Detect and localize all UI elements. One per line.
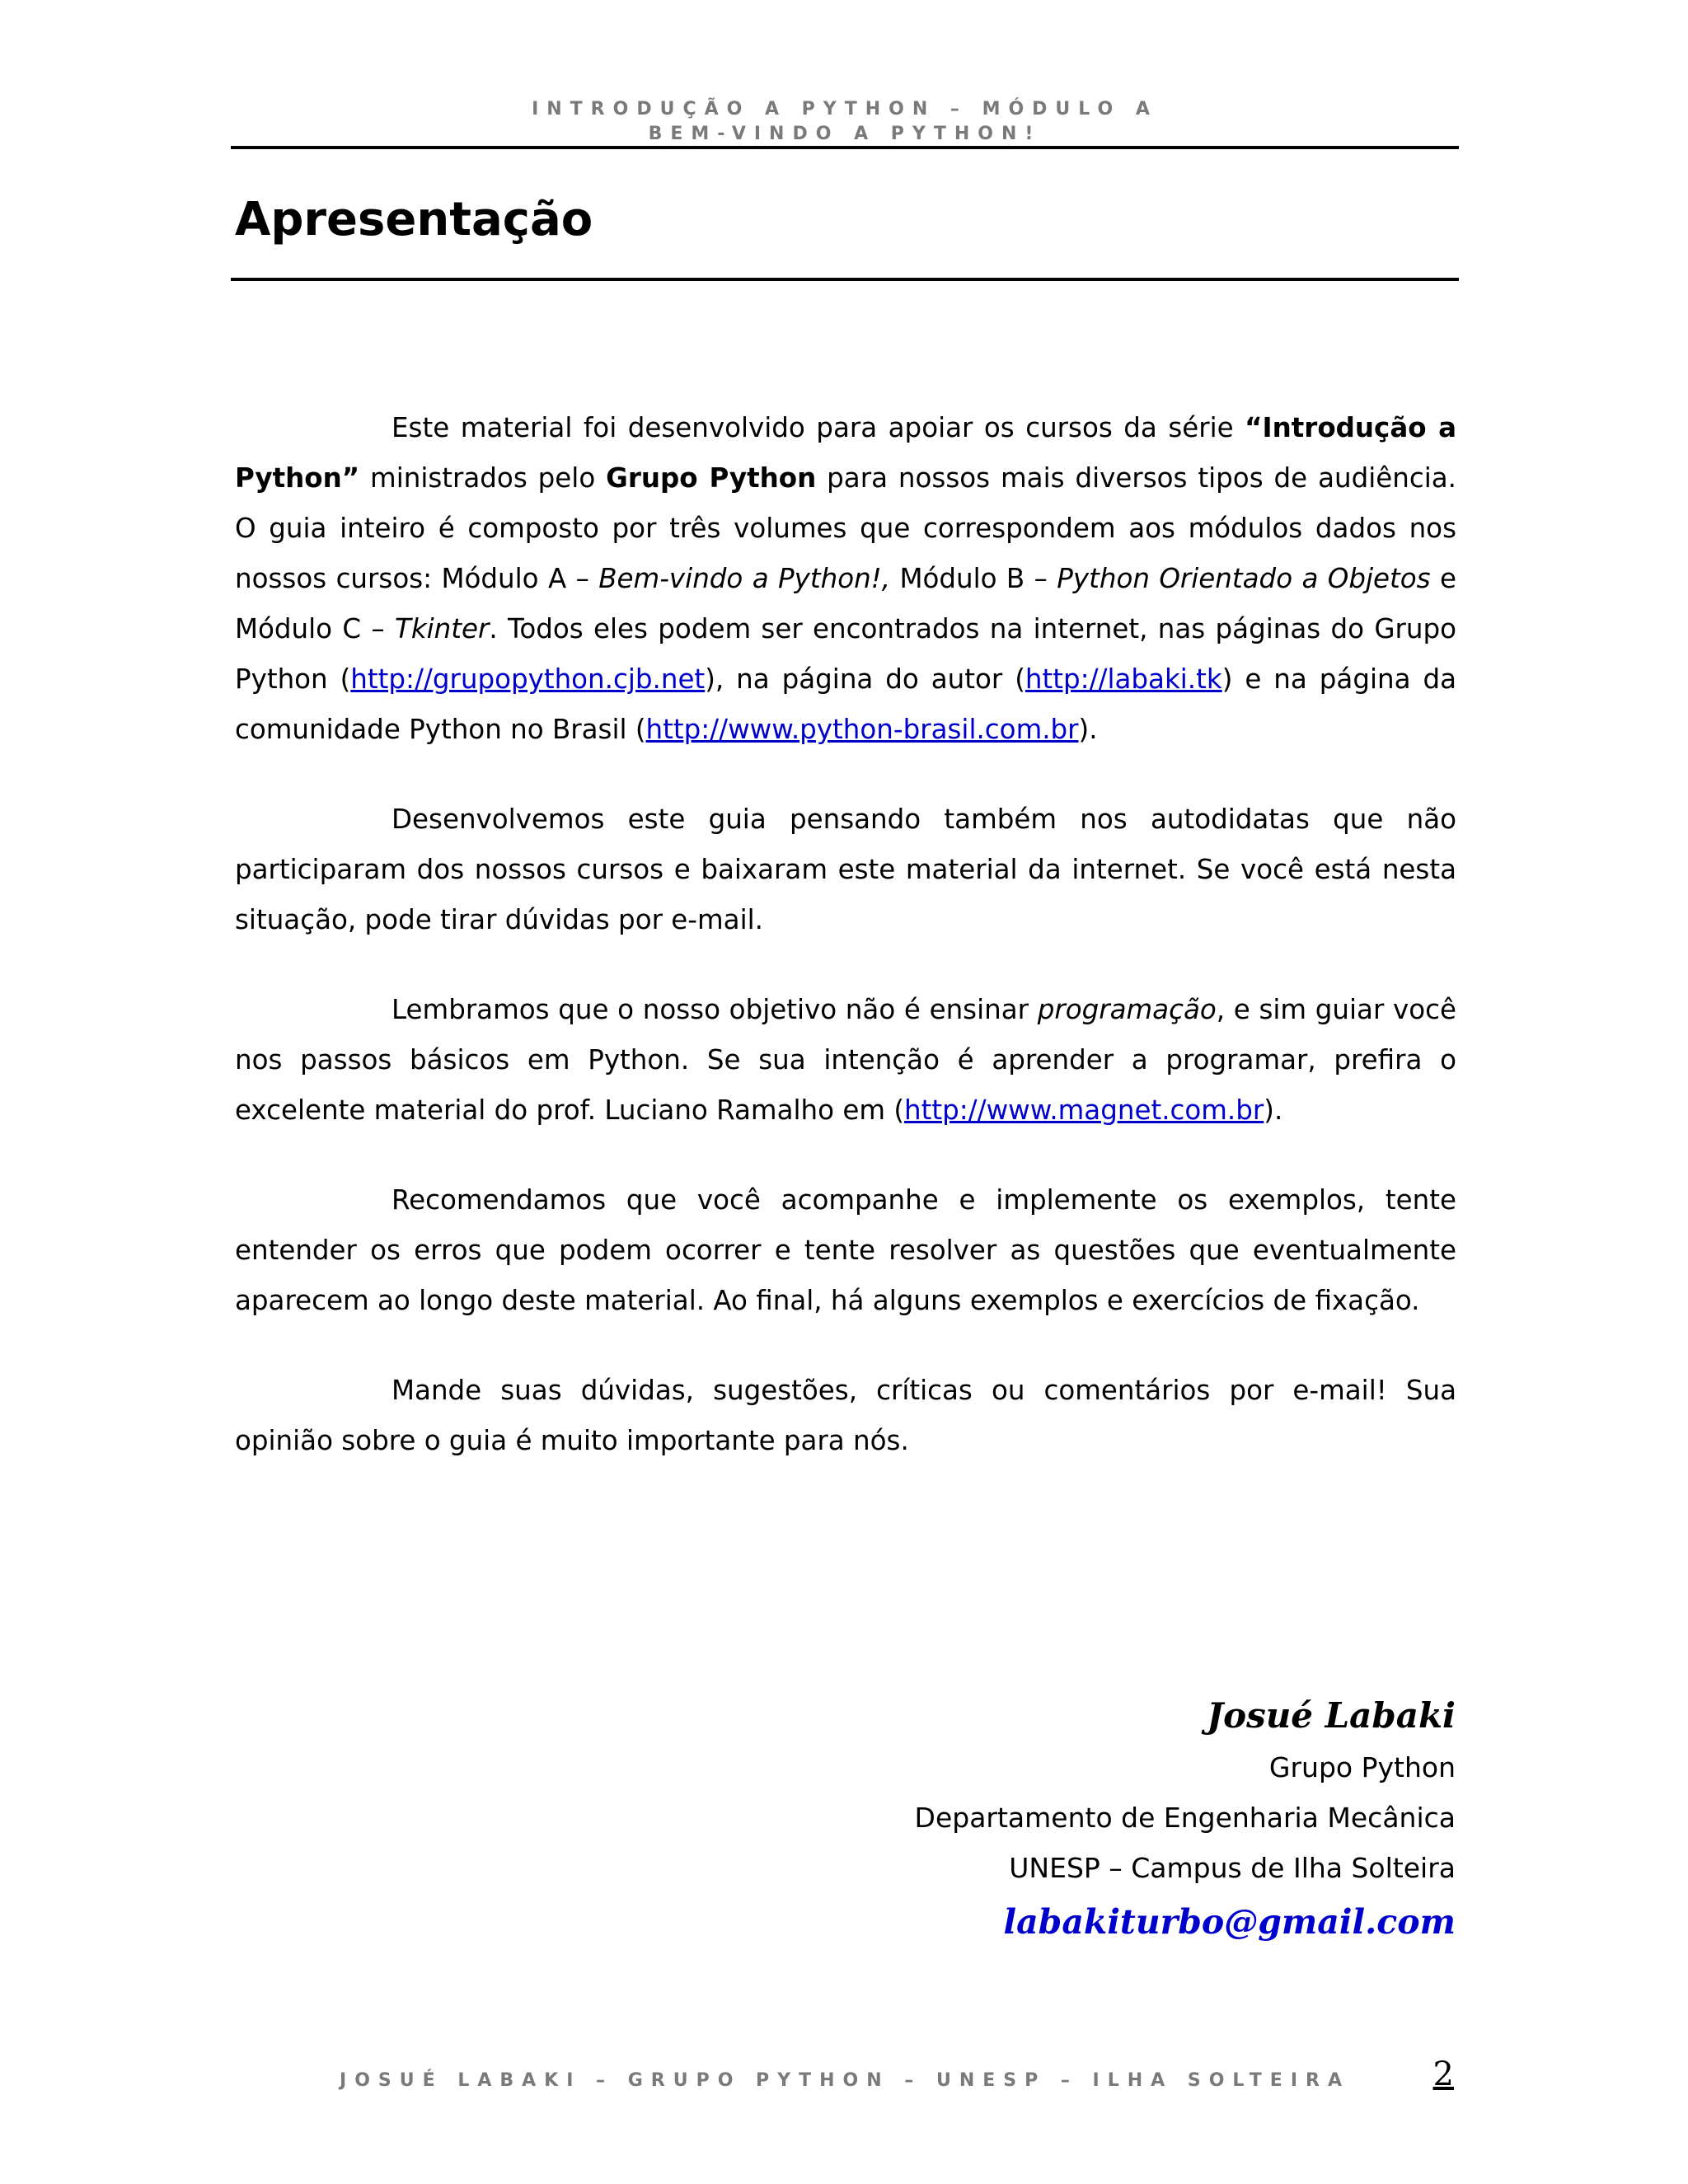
header-line-2: BEM-VINDO A PYTHON! [648,124,1042,144]
p1-text-3: para nossos mais diversos tipos de audiência. O guia inteiro é composto por três volumes que correspondem aos módulos dados nos nossos cursos: Módulo A – [235,462,1457,594]
link-magnet[interactable]: http://www.magnet.com.br [904,1094,1264,1126]
author-group: Grupo Python [1268,1751,1456,1783]
author-campus: UNESP – Campus de Ilha Solteira [1009,1852,1456,1884]
header-rule [231,146,1459,149]
p1-italic-module-a: Bem-vindo a Python!, [598,563,891,594]
p1-text-8: ) e na página da comunidade Python no Brasil ( [235,663,1456,745]
link-python-brasil[interactable]: http://www.python-brasil.com.br [645,714,1079,745]
p1-text-6: . Todos eles podem ser encontrados na internet, nas páginas do Grupo Python ( [235,613,1456,695]
p1-bold-series: “Introdução a Python” [235,412,1457,494]
paragraph-5: Mande suas dúvidas, sugestões, críticas ou comentários por e-mail! Sua opinião sobre o guia é muito importante para nós. [235,1375,1456,1456]
header-line-1: INTRODUÇÃO A PYTHON – MÓDULO A [532,99,1158,120]
p1-bold-group: Grupo Python [606,462,817,494]
p1-text-4: Módulo B – [890,563,1057,594]
paragraph-2: Desenvolvemos este guia pensando também nos autodidatas que não participaram dos nossos cursos e baixaram este material da internet. Se você está nesta situação, pode tirar dúvidas por e-mail. [235,804,1456,935]
p1-text-2: ministrados pelo [359,462,607,494]
p1-italic-module-b: Python Orientado a Objetos [1057,563,1431,594]
p1-text-5: e Módulo C – [235,563,1456,644]
author-name: Josué Labaki [1207,1695,1456,1736]
author-email-link[interactable]: labakiturbo@gmail.com [1003,1902,1456,1942]
paragraph-1 [235,403,1456,755]
running-header [231,97,1459,147]
link-grupopython[interactable]: http://grupopython.cjb.net [350,663,706,695]
p1-text-9: ). [1078,714,1098,745]
p1-text-1: Este material foi desenvolvido para apoiar os cursos da série [392,412,1245,443]
p1-italic-module-c: Tkinter [394,613,490,644]
title-rule [231,278,1459,281]
author-department: Departamento de Engenharia Mecânica [914,1802,1456,1834]
paragraph-3 [235,985,1456,1136]
p3-text-2: , e sim guiar você nos passos básicos em Python. Se sua intenção é aprender a programar, prefira o excelente material do prof. Luciano Ramalho em ( [235,994,1456,1126]
page-title: Apresentação [235,193,593,246]
page-number: 2 [1432,2055,1454,2093]
paragraph-4: Recomendamos que você acompanhe e implemente os exemplos, tente entender os erros que podem ocorrer e tente resolver as questões que eventualmente aparecem ao longo deste material. Ao final, há alguns exemplos e exercícios de fixação. [235,1184,1456,1316]
running-footer: JOSUÉ LABAKI – GRUPO PYTHON – UNESP – ILHA SOLTEIRA [340,2070,1350,2091]
signature-block [915,1690,1456,1951]
body-text [235,403,1456,1466]
p3-italic-programacao: programação [1037,994,1217,1025]
link-labaki[interactable]: http://labaki.tk [1025,663,1222,695]
p3-text-1: Lembramos que o nosso objetivo não é ensinar [392,994,1038,1025]
p1-text-7: ), na página do autor ( [705,663,1025,695]
p3-text-3: ). [1264,1094,1283,1126]
